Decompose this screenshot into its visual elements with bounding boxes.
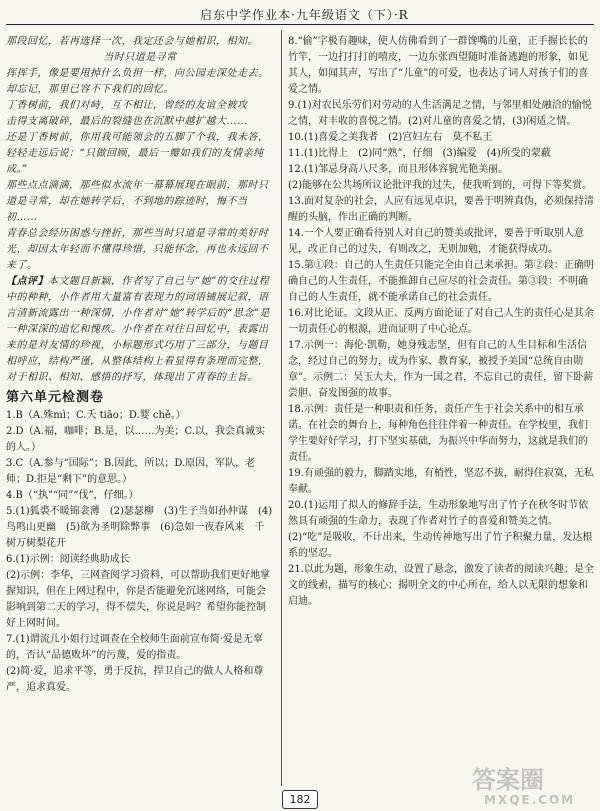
answer-item: 4.B（“执”“同”“伐”，仔细。） — [6, 490, 139, 501]
answer-item: 8.“偷”字极有趣味，使人仿佛看到了一群馋嘴的儿童，正手握长长的竹竿，一边打打打的嘻皮，一边东张西望随时准备逃跑的形象，如见其人，如闻其声，写出了“儿童”的可爱，也表达了词人对孩子们的喜爱之情。 — [288, 36, 589, 95]
answer-item: 20.(1)运用了拟人的修辞手法，生动形象地写出了竹子在秋冬时节依然具有顽强的生命力，表现了作者对竹子的喜爱和赞美之情。 — [288, 500, 589, 527]
essay-line: 丁香树前，我们对峙，互不相让，曾经的友谊全被攻 — [6, 100, 248, 111]
book-title: 启东中学作业本·九年级语文（下）·R — [200, 8, 409, 22]
essay-line: 那些点点滴滴，那些似水流年一幕幕展现在眼前，那时只道是寻常，却在她转学后，不到地的踪迹时，悔不当初…… — [6, 180, 269, 223]
answer-item: 7.(1)谓流儿小姐行过调查在全校师生面前宣布简·爱是无辜的，否认“品德败坏”的污蔑，爱的指责。 — [6, 634, 263, 661]
answer-item: 10.(1)喜爱之美我者 (2)宫妇左右 莫不私王 — [288, 132, 493, 143]
answer-item: 13.面对复杂的社会，人应有远见卓识，要善于明辨真伪，必须保持清醒的头脑，作出正确的判断。 — [288, 196, 594, 223]
answer-item: 12.(1)邹忌身高八尺多，而且形体容貌光艳美丽。 — [288, 164, 509, 175]
watermark-sub-text: MXQE.COM — [484, 793, 576, 807]
left-column — [6, 34, 274, 696]
answer-item: (2)“吃”是吸收，不计出来，生动传神地写出了竹子积聚力量，发达根系的坚忍。 — [288, 532, 593, 559]
answer-item: 21.以此为题，形象生动，设置了悬念，激发了读者的阅读兴趣；是全文的线索，描写的核心；揭明全文的中心所在，给人以无限的想象和启迪。 — [288, 564, 594, 607]
header-rule — [6, 24, 594, 25]
answer-item: 2.D（A.福，咖啡；B.是，以……为美；C.以，我会真诚实的人。） — [6, 426, 265, 453]
comment-text: 本文题目新颖，作者写了自己与“她”的交往过程中的种种，小作者用大量富有表现力的词语铺展记叙，语言清新流露出一种深情，小作者对“她”转学后的“思念”是一种深深的追忆和愧疚。小作者在对往日回忆中，表露出来的是对友情的珍视，小标题形式巧用了三部分，与题目相呼应，结构严谨，从整体结构上看显得有条理而完整，对于相识、相知、感悟的抒写，体现出了青春的主旨。 — [6, 276, 270, 383]
answer-item: 14.一个人要正确看待别人对自己的赞美或批评，要善于听取别人意见，改正自己的过失，有则改之，无则加勉，才能获得成功。 — [288, 228, 584, 255]
answer-item: 6.(1)示例：阅读经典助成长 — [6, 554, 130, 565]
essay-line: 却忘记，那里已容不下我们的回忆。 — [6, 84, 174, 95]
essay-line: 还是丁香树前，你用我可能领会的五脚了个我，我未答，轻轻走远后说：“只做回顾，最后一瓣如我们的友情亲纯成。” — [6, 132, 269, 175]
essay-line: 击得支离破碎，最后的裂缝也在沉默中越扩越大…… — [6, 116, 248, 127]
page-header — [0, 0, 600, 28]
answer-item: 17.示例一：海伦·凯勒，她身残志坚，但有自己的人生目标和生活信念，经过自己的努力，成为作家、教育家，被授予美国“总统自由勋章”。示例二：吴玉大夫，作为一国之君，不忘自己的责任，留下卧薪尝胆、奋发图强的故事。 — [288, 340, 594, 399]
essay-subtitle: 当时只道是寻常 — [103, 52, 177, 63]
answer-item: 16.对比论证。文段从正、反两方面论证了对自己人生的责任心是其余一切责任心的根源，进而证明了中心论点。 — [288, 308, 594, 335]
answer-item: 9.(1)对农民乐劳们对劳动的人生活满足之情，与邻里相处融洽的愉悦之情，对丰收的喜悦之情。(2)对儿童的喜爱之情，(3)闲适之情。 — [288, 100, 592, 127]
right-column — [288, 34, 594, 610]
watermark-main-text: 答案圈 — [472, 766, 544, 794]
answer-item: 5.(1)狐裘不暖锦衾薄 (2)瑟瑟柳 (3)生子当如孙仲谋 (4)鸟鸣山更幽 (5)欲为圣明除弊事 (6)急如一夜春风来 千树万树梨花开 — [6, 506, 273, 549]
answer-item: (2)示例：李华，三网查阅学习资料，可以帮助我们更好地掌握知识，但在上网过程中，你是否能避免沉迷网络，可能会影响到第二天的学习，得不偿失，你说是吗？希望你能控制好上网时间。 — [6, 570, 271, 629]
answer-item: 3.C（A.参与“国际”；B.因此，所以；D.原因，军队，老师；D.拒是“剩下”的意思。） — [6, 458, 256, 485]
page-number: 182 — [282, 790, 318, 809]
answer-item: (2)简·爱，追求平等，勇于反抗，捍卫自己的做人人格和尊严，追求真爱。 — [6, 666, 264, 693]
essay-line: 那段回忆，若再选择一次，我定还会与她相识，相知。 — [6, 36, 258, 47]
column-divider — [281, 30, 282, 786]
answer-item: 19.有顽强的毅力，脚踏实地，有梢性，坚忍不拔，耐得住寂寞，无私奉献。 — [288, 468, 594, 495]
essay-line: 挥挥手，像是要甩掉什么负担一样，向公园走深处走去。 — [6, 68, 269, 79]
section-title: 第六单元检测卷 — [6, 390, 105, 405]
answer-item: 18.示例：责任是一种职责和任务，责任产生于社会关系中的相互承诺。在社会的舞台上，每种角色往往伴着一种责任。在学校里，我们学生要好好学习，打下坚实基础，为振兴中华而努力，这就是我们的责任。 — [288, 404, 588, 463]
comment-paragraph — [6, 274, 274, 386]
answer-item: 15.第①段：自己的人生责任只能完全由自己来承担。第②段：正确明确自己的人生责任，不能推卸自己应尽的社会责任。第③段：不明确自己的人生责任，就不能承诺自己的社会责任。 — [288, 260, 594, 303]
watermark-logo — [468, 760, 594, 808]
answer-item: 11.(1)比得上 (2)同“熟”，仔细 (3)编爱 (4)所受的蒙蔽 — [288, 148, 551, 159]
essay-line: 青春总会经历困惑与挫折，那些当时只道是寻常的美好时光，却因太年轻而不懂得珍惜，只能怀念，再也永远回不来了。 — [6, 228, 269, 271]
answer-item: 1.B（A.殊mì；C.夭 tiāo；D.婴 chě。） — [6, 410, 186, 421]
comment-label: 【点评】 — [6, 276, 48, 287]
answer-item: (2)能够在公共场所议论批评我的过失，使我听到的，可得下等奖赏。 — [288, 180, 593, 191]
